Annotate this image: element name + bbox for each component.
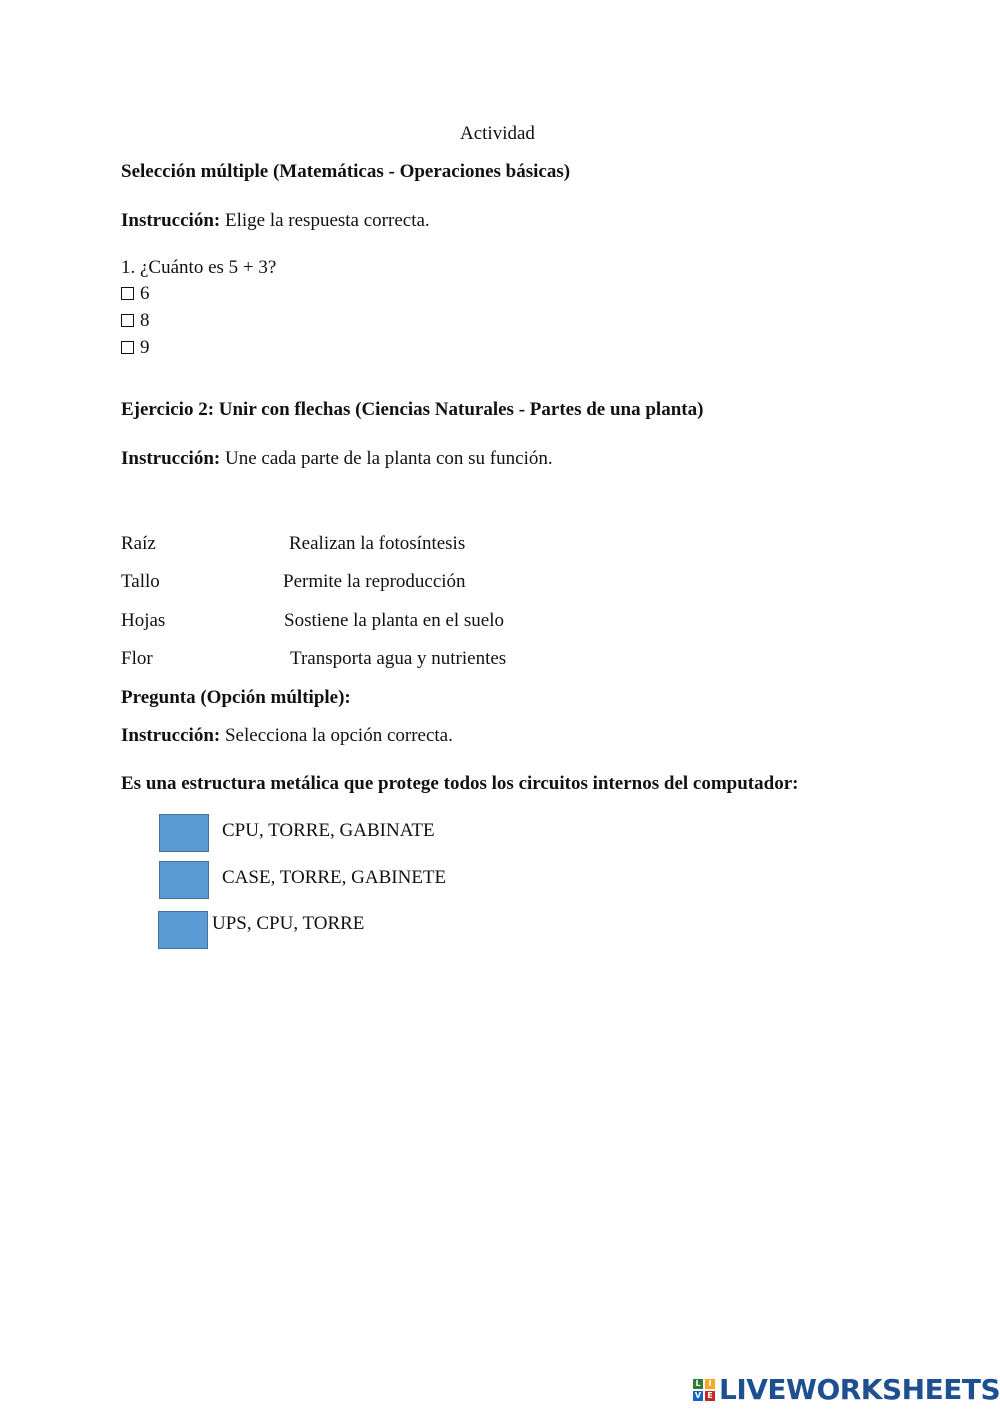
answer-option-label: CPU, TORRE, GABINATE [222,820,435,841]
answer-box[interactable] [159,861,209,899]
plant-part-tallo[interactable]: Tallo [121,571,160,592]
plant-part-flor[interactable]: Flor [121,648,153,669]
logo-text: LIVEWORKSHEETS [719,1373,1000,1406]
logo-grid-icon [693,1379,715,1401]
logo-letter: I [705,1379,715,1389]
math-option[interactable] [121,311,150,330]
answer-option-label: CASE, TORRE, GABINETE [222,867,447,888]
instruction-text: Elige la respuesta correcta. [220,210,430,231]
instruction-text: Une cada parte de la planta con su función. [220,448,553,469]
instruction-text: Selecciona la opción correcta. [220,725,453,746]
plant-part-hojas[interactable]: Hojas [121,610,166,631]
math-option-label: 8 [140,310,150,331]
liveworksheets-logo [693,1373,1000,1407]
math-option-label: 6 [140,283,150,304]
checkbox-icon[interactable] [121,341,134,354]
checkbox-icon[interactable] [121,287,134,300]
section2-heading: Ejercicio 2: Unir con flechas (Ciencias Naturales - Partes de una planta) [121,399,704,420]
plant-function[interactable]: Permite la reproducción [283,571,466,592]
instruction-label: Instrucción: [121,210,221,231]
logo-letter: V [694,1391,702,1400]
section1-instruction [121,211,430,230]
section3-instruction [121,726,453,745]
page-title: Actividad [460,123,535,144]
answer-option-label: UPS, CPU, TORRE [212,913,365,934]
plant-function[interactable]: Realizan la fotosíntesis [289,533,466,554]
instruction-label: Instrucción: [121,725,221,746]
math-question: 1. ¿Cuánto es 5 + 3? [121,257,277,278]
section2-instruction [121,449,553,468]
checkbox-icon[interactable] [121,314,134,327]
math-option-label: 9 [140,337,150,358]
plant-function[interactable]: Sostiene la planta en el suelo [284,610,505,631]
math-option[interactable] [121,284,150,303]
logo-letter: L [693,1379,703,1389]
plant-function[interactable]: Transporta agua y nutrientes [290,648,507,669]
answer-box[interactable] [158,911,208,949]
instruction-label: Instrucción: [121,448,221,469]
answer-box[interactable] [159,814,209,852]
math-option[interactable] [121,338,150,357]
section1-heading: Selección múltiple (Matemáticas - Operaciones básicas) [121,161,571,182]
plant-part-raiz[interactable]: Raíz [121,533,156,554]
logo-letter: E [705,1391,715,1401]
section3-heading: Pregunta (Opción múltiple): [121,687,351,708]
computer-question: Es una estructura metálica que protege todos los circuitos internos del computador: [121,773,799,794]
